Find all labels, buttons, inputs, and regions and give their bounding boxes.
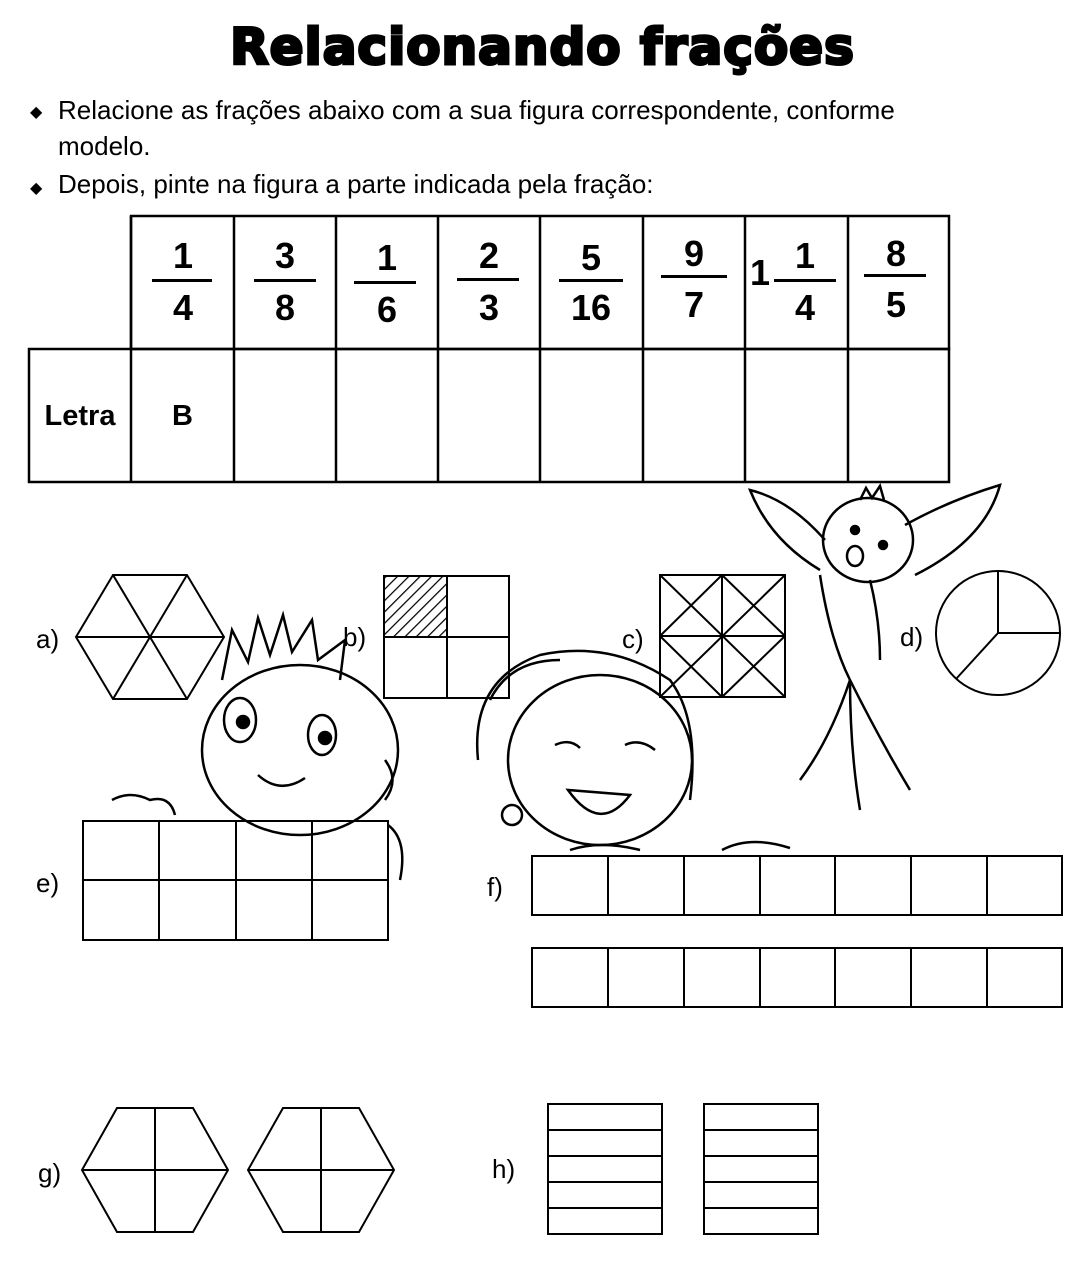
instruction-line-2: modelo. [58, 131, 151, 161]
figure-label-b: b) [343, 622, 367, 652]
figure-a-hexagon [76, 575, 224, 699]
fraction-bar [457, 278, 519, 281]
girl-illustration [477, 651, 790, 850]
instruction-line-1: Relacione as frações abaixo com a sua figura correspondente, conforme [58, 95, 895, 125]
instruction-line-3: Depois, pinte na figura a parte indicada pela fração: [58, 169, 654, 199]
fraction-2-denominator: 8 [274, 287, 296, 328]
figure-g-hexagons [82, 1108, 394, 1232]
figure-label-f: f) [487, 872, 503, 902]
figure-c-square [660, 575, 785, 697]
page-title: Relacionando frações [230, 18, 855, 76]
figure-label-c: c) [622, 624, 644, 654]
figure-h-rectangles [548, 1104, 818, 1234]
fraction-5-denominator: 16 [570, 287, 612, 328]
answer-cell-5[interactable] [540, 350, 643, 480]
answer-cell-3[interactable] [336, 350, 438, 480]
answer-cell-4[interactable] [438, 350, 540, 480]
fraction-6-numerator: 9 [683, 233, 705, 274]
fraction-4-numerator: 2 [478, 235, 500, 276]
fraction-7-whole: 1 [749, 252, 771, 293]
answer-cell-1[interactable]: B [172, 400, 193, 432]
answer-cell-7[interactable] [745, 350, 848, 480]
fraction-bar [254, 279, 316, 282]
fraction-6-denominator: 7 [683, 284, 705, 325]
figure-b-square [384, 576, 509, 698]
bullet-icon: ◆ [30, 180, 43, 197]
fraction-3-denominator: 6 [376, 289, 398, 330]
fraction-bar [152, 279, 212, 282]
fraction-3-numerator: 1 [376, 237, 398, 278]
bird-illustration [750, 485, 1000, 810]
figure-label-g: g) [38, 1158, 62, 1188]
figure-label-h: h) [492, 1154, 516, 1184]
fraction-7-numerator: 1 [794, 235, 816, 276]
answer-cell-2[interactable] [234, 350, 336, 480]
fraction-4-denominator: 3 [478, 287, 500, 328]
fraction-7-denominator: 4 [794, 287, 816, 328]
bullet-icon: ◆ [30, 104, 43, 121]
fraction-5-numerator: 5 [580, 237, 602, 278]
answer-cell-6[interactable] [643, 350, 745, 480]
fraction-8-numerator: 8 [885, 233, 907, 274]
figure-label-d: d) [900, 622, 924, 652]
fraction-bar [864, 274, 926, 277]
figure-label-a: a) [36, 624, 60, 654]
fraction-bar [559, 279, 623, 282]
figure-d-circle [936, 571, 1060, 695]
figure-e-rectangle [83, 821, 388, 940]
figure-f-strips [532, 856, 1062, 1007]
boy-illustration [112, 615, 402, 880]
row-label-letra: Letra [44, 400, 116, 432]
fraction-bar [354, 281, 416, 284]
fraction-1-numerator: 1 [172, 235, 194, 276]
fraction-1-denominator: 4 [172, 287, 194, 328]
fraction-bar [774, 279, 836, 282]
fraction-8-denominator: 5 [885, 284, 907, 325]
answer-cell-8[interactable] [848, 350, 949, 480]
fraction-2-numerator: 3 [274, 235, 296, 276]
figure-label-e: e) [36, 868, 60, 898]
